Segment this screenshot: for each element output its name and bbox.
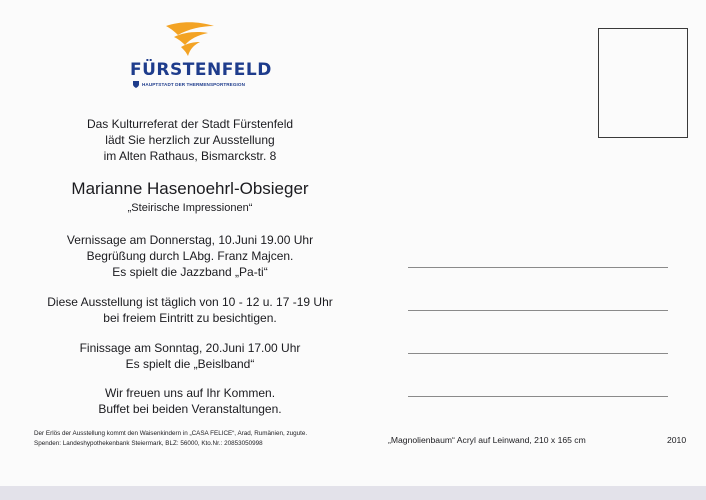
logo-tagline-row bbox=[130, 81, 248, 88]
scan-border bbox=[0, 486, 706, 500]
address-line bbox=[408, 396, 668, 397]
artist-name: Marianne Hasenoehrl-Obsieger bbox=[71, 179, 309, 198]
shield-icon bbox=[133, 81, 139, 88]
fineprint-line: Spenden: Landeshypothekenbank Steiermark, BLZ: 56000, Kto.Nr.: 20853050998 bbox=[34, 440, 263, 447]
logo-name: FÜRSTENFELD bbox=[130, 60, 272, 80]
vernissage-line: Vernissage am Donnerstag, 10.Juni 19.00 Uhr bbox=[66, 233, 314, 247]
hours-line: bei freiem Eintritt zu besichtigen. bbox=[103, 311, 277, 325]
donation-fineprint bbox=[34, 429, 364, 449]
invitation-intro bbox=[0, 116, 380, 164]
address-line bbox=[408, 310, 668, 311]
closing-block bbox=[0, 385, 380, 417]
intro-line: im Alten Rathaus, Bismarckstr. 8 bbox=[103, 149, 277, 163]
intro-line: lädt Sie herzlich zur Ausstellung bbox=[105, 133, 275, 147]
vernissage-block bbox=[0, 232, 380, 280]
logo-wing-icon bbox=[162, 20, 216, 58]
exhibition-title: „Steirische Impressionen“ bbox=[127, 202, 253, 214]
finissage-block bbox=[0, 340, 380, 372]
vernissage-line: Begrüßung durch LAbg. Franz Majcen. bbox=[86, 249, 294, 263]
intro-line: Das Kulturreferat der Stadt Fürstenfeld bbox=[86, 117, 294, 131]
address-line bbox=[408, 353, 668, 354]
artwork-year: 2010 bbox=[667, 435, 687, 445]
finissage-line: Es spielt die „Beislband“ bbox=[125, 357, 255, 371]
city-logo bbox=[130, 20, 272, 88]
opening-hours-block bbox=[0, 294, 380, 326]
closing-line: Buffet bei beiden Veranstaltungen. bbox=[98, 402, 282, 416]
finissage-line: Finissage am Sonntag, 20.Juni 17.00 Uhr bbox=[79, 341, 301, 355]
artist-block bbox=[0, 178, 380, 216]
address-line bbox=[408, 267, 668, 268]
artwork-caption: „Magnolienbaum“ Acryl auf Leinwand, 210 x 165 cm bbox=[388, 435, 586, 445]
logo-tagline: HAUPTSTADT DER THERMENSPORTREGION bbox=[141, 82, 245, 87]
closing-line: Wir freuen uns auf Ihr Kommen. bbox=[104, 386, 276, 400]
vernissage-line: Es spielt die Jazzband „Pa-ti“ bbox=[112, 265, 268, 279]
hours-line: Diese Ausstellung ist täglich von 10 - 12 u. 17 -19 Uhr bbox=[47, 295, 333, 309]
stamp-box bbox=[598, 28, 688, 138]
fineprint-line: Der Erlös der Ausstellung kommt den Waisenkindern in „CASA FELICE“, Arad, Rumänien, zugute. bbox=[34, 430, 308, 437]
